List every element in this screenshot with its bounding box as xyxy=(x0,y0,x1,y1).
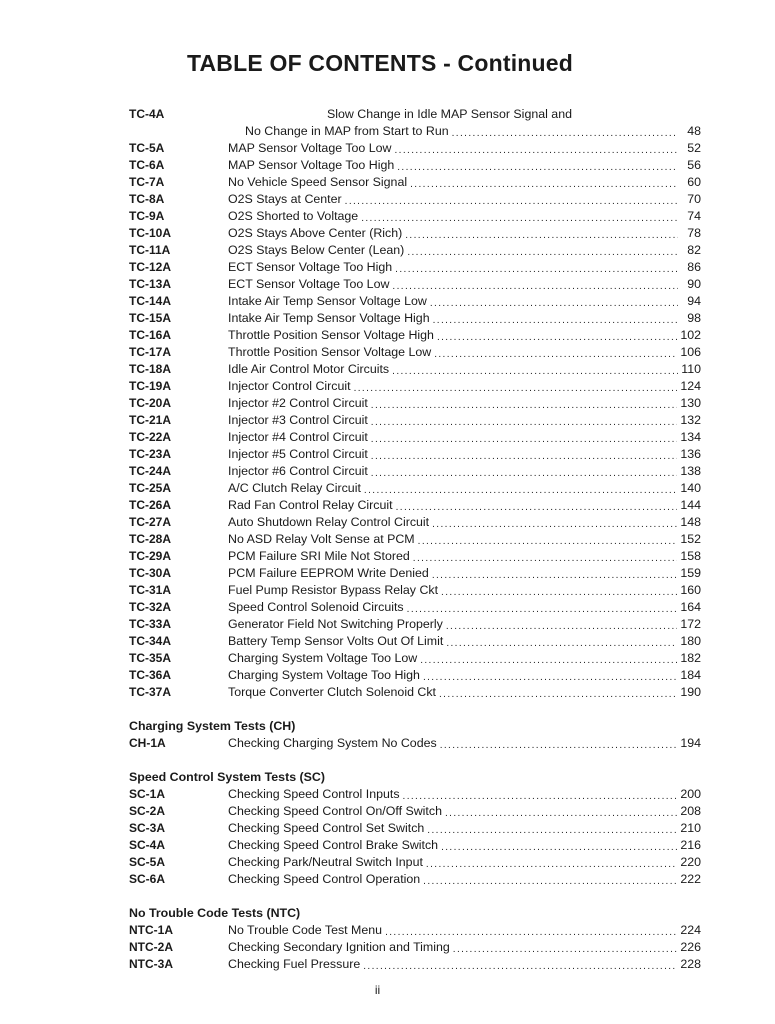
toc-entry xyxy=(129,463,701,480)
entry-code: TC-20A xyxy=(129,396,172,410)
entry-page: 74 xyxy=(687,209,701,223)
entry-title: Injector #6 Control Circuit xyxy=(228,464,368,478)
toc-entry xyxy=(129,684,701,701)
toc-entry xyxy=(129,276,701,293)
toc-entry xyxy=(129,259,701,276)
entry-title: PCM Failure SRI Mile Not Stored xyxy=(228,549,410,563)
toc-entry xyxy=(129,650,701,667)
entry-code: NTC-2A xyxy=(129,940,173,954)
toc-entry xyxy=(129,327,701,344)
entry-code: TC-31A xyxy=(129,583,172,597)
dot-leader xyxy=(385,926,677,939)
entry-page: 172 xyxy=(680,617,701,631)
entry-code: SC-3A xyxy=(129,821,166,835)
entry-title: Checking Speed Control On/Off Switch xyxy=(228,804,442,818)
entry-code: TC-13A xyxy=(129,277,172,291)
dot-leader xyxy=(441,586,677,599)
dot-leader xyxy=(354,382,678,395)
entry-code: NTC-1A xyxy=(129,923,173,937)
entry-code: CH-1A xyxy=(129,736,166,750)
toc-entry xyxy=(129,803,701,820)
entry-page: 110 xyxy=(681,362,701,376)
dot-leader xyxy=(397,161,678,174)
toc-entry xyxy=(129,854,701,871)
toc-entry xyxy=(129,820,701,837)
entry-code: TC-36A xyxy=(129,668,172,682)
toc-entry xyxy=(129,565,701,582)
entry-page: 48 xyxy=(687,124,701,138)
dot-leader xyxy=(427,824,677,837)
toc-entry xyxy=(129,922,701,939)
dot-leader xyxy=(395,263,678,276)
entry-title: Checking Fuel Pressure xyxy=(228,957,361,971)
entry-page: 94 xyxy=(687,294,701,308)
entry-page: 90 xyxy=(687,277,701,291)
toc-entry xyxy=(129,242,701,259)
entry-code: TC-10A xyxy=(129,226,172,240)
entry-page: 148 xyxy=(680,515,701,529)
entry-page: 208 xyxy=(680,804,701,818)
toc-entry xyxy=(129,497,701,514)
entry-code: SC-1A xyxy=(129,787,166,801)
entry-code: TC-4A xyxy=(129,107,165,121)
toc-entry xyxy=(129,208,701,225)
dot-leader xyxy=(407,603,678,616)
entry-page: 194 xyxy=(680,736,701,750)
dot-leader xyxy=(434,348,677,361)
toc-entry xyxy=(129,293,701,310)
entry-page: 180 xyxy=(680,634,701,648)
entry-title: Injector #2 Control Circuit xyxy=(228,396,368,410)
toc-entry xyxy=(129,446,701,463)
toc-entry xyxy=(129,514,701,531)
entry-code: TC-18A xyxy=(129,362,172,376)
dot-leader xyxy=(363,960,677,973)
entry-title: Checking Charging System No Codes xyxy=(228,736,437,750)
dot-leader xyxy=(430,297,678,310)
entry-title: Charging System Voltage Too High xyxy=(228,668,420,682)
dot-leader xyxy=(423,875,677,888)
entry-title: Injector #3 Control Circuit xyxy=(228,413,368,427)
dot-leader xyxy=(396,501,678,514)
entry-code: SC-6A xyxy=(129,872,166,886)
dot-leader xyxy=(371,467,678,480)
entry-title: Auto Shutdown Relay Control Circuit xyxy=(228,515,430,529)
entry-page: 102 xyxy=(680,328,701,342)
section-heading: Charging System Tests (CH) xyxy=(129,719,296,733)
entry-title: Charging System Voltage Too Low xyxy=(228,651,418,665)
entry-page: 184 xyxy=(680,668,701,682)
entry-code: SC-2A xyxy=(129,804,166,818)
entry-code: TC-17A xyxy=(129,345,172,359)
entry-code: TC-23A xyxy=(129,447,172,461)
entry-title: Checking Speed Control Operation xyxy=(228,872,421,886)
dot-leader xyxy=(364,484,677,497)
dot-leader xyxy=(432,518,677,531)
toc-entry xyxy=(129,956,701,973)
section-gap xyxy=(129,752,701,769)
dot-leader xyxy=(345,195,678,208)
entry-title: No Trouble Code Test Menu xyxy=(228,923,383,937)
entry-code: TC-26A xyxy=(129,498,172,512)
toc-entry-tc-4a-line2 xyxy=(129,123,701,140)
dot-leader xyxy=(407,246,678,259)
entry-page: 152 xyxy=(680,532,701,546)
entry-title: Torque Converter Clutch Solenoid Ckt xyxy=(228,685,436,699)
entry-code: TC-25A xyxy=(129,481,172,495)
entry-page: 98 xyxy=(687,311,701,325)
toc-entry xyxy=(129,633,701,650)
entry-page: 228 xyxy=(680,957,701,971)
entry-page: 60 xyxy=(687,175,701,189)
toc-entry xyxy=(129,531,701,548)
dot-leader xyxy=(371,399,678,412)
entry-title: Injector Control Circuit xyxy=(228,379,351,393)
entry-title: Checking Park/Neutral Switch Input xyxy=(228,855,423,869)
entry-page: 138 xyxy=(680,464,701,478)
dot-leader xyxy=(394,144,678,157)
entry-title: PCM Failure EEPROM Write Denied xyxy=(228,566,429,580)
dot-leader xyxy=(410,178,678,191)
entry-code: TC-14A xyxy=(129,294,172,308)
dot-leader xyxy=(371,433,678,446)
entry-page: 182 xyxy=(680,651,701,665)
entry-title: Idle Air Control Motor Circuits xyxy=(228,362,390,376)
entry-page: 224 xyxy=(680,923,701,937)
toc-entry xyxy=(129,480,701,497)
test-sections xyxy=(129,701,701,973)
dot-leader xyxy=(433,314,678,327)
entry-page: 52 xyxy=(687,141,701,155)
dot-leader xyxy=(413,552,678,565)
toc-entry xyxy=(129,599,701,616)
entry-page: 124 xyxy=(680,379,701,393)
entry-title: Generator Field Not Switching Properly xyxy=(228,617,443,631)
entry-title: Checking Speed Control Brake Switch xyxy=(228,838,439,852)
entry-title: Intake Air Temp Sensor Voltage High xyxy=(228,311,430,325)
dot-leader xyxy=(432,569,677,582)
toc-entry xyxy=(129,548,701,565)
entry-code: TC-16A xyxy=(129,328,172,342)
toc-entry xyxy=(129,174,701,191)
toc-entry xyxy=(129,157,701,174)
toc-entry xyxy=(129,837,701,854)
entry-page: 226 xyxy=(680,940,701,954)
entry-page: 82 xyxy=(687,243,701,257)
toc-entry xyxy=(129,225,701,242)
entry-code: TC-24A xyxy=(129,464,172,478)
entry-page: 158 xyxy=(680,549,701,563)
dot-leader xyxy=(423,671,677,684)
entry-title: Intake Air Temp Sensor Voltage Low xyxy=(228,294,427,308)
dot-leader xyxy=(452,127,678,140)
dot-leader xyxy=(441,841,677,854)
entry-code: TC-5A xyxy=(129,141,165,155)
entry-title-line2: No Change in MAP from Start to Run xyxy=(245,124,449,138)
toc-entry xyxy=(129,191,701,208)
tc-entry-list xyxy=(129,140,701,701)
entry-title: O2S Stays at Center xyxy=(228,192,342,206)
entry-code: TC-21A xyxy=(129,413,172,427)
toc-entry xyxy=(129,871,701,888)
entry-title: Throttle Position Sensor Voltage High xyxy=(228,328,434,342)
entry-page: 216 xyxy=(680,838,701,852)
entry-code: TC-35A xyxy=(129,651,172,665)
entry-title: Rad Fan Control Relay Circuit xyxy=(228,498,393,512)
toc-entry xyxy=(129,582,701,599)
dot-leader xyxy=(392,365,678,378)
entry-page: 56 xyxy=(687,158,701,172)
entry-page: 70 xyxy=(687,192,701,206)
entry-page: 200 xyxy=(680,787,701,801)
entry-title: Battery Temp Sensor Volts Out Of Limit xyxy=(228,634,444,648)
entry-code: TC-33A xyxy=(129,617,172,631)
dot-leader xyxy=(446,637,677,650)
entry-code: NTC-3A xyxy=(129,957,173,971)
entry-page: 134 xyxy=(680,430,701,444)
entry-title-line1: Slow Change in Idle MAP Sensor Signal and xyxy=(327,107,572,121)
entry-title: Throttle Position Sensor Voltage Low xyxy=(228,345,432,359)
dot-leader xyxy=(371,416,678,429)
entry-code: TC-32A xyxy=(129,600,172,614)
table-of-contents xyxy=(129,106,701,973)
dot-leader xyxy=(403,790,678,803)
entry-title: O2S Shorted to Voltage xyxy=(228,209,359,223)
entry-title: ECT Sensor Voltage Too High xyxy=(228,260,393,274)
entry-code: TC-9A xyxy=(129,209,165,223)
toc-entry-tc-4a-line1 xyxy=(129,106,701,123)
entry-page: 144 xyxy=(680,498,701,512)
dot-leader xyxy=(405,229,678,242)
page-title: TABLE OF CONTENTS - Continued xyxy=(186,50,574,76)
dot-leader xyxy=(439,688,677,701)
entry-page: 136 xyxy=(680,447,701,461)
toc-entry xyxy=(129,429,701,446)
entry-code: TC-29A xyxy=(129,549,172,563)
entry-code: SC-5A xyxy=(129,855,166,869)
entry-page: 106 xyxy=(680,345,701,359)
entry-page: 140 xyxy=(680,481,701,495)
dot-leader xyxy=(445,807,677,820)
entry-title: Injector #4 Control Circuit xyxy=(228,430,368,444)
entry-title: O2S Stays Below Center (Lean) xyxy=(228,243,405,257)
entry-code: TC-34A xyxy=(129,634,172,648)
section-heading: No Trouble Code Tests (NTC) xyxy=(129,906,301,920)
entry-title: ECT Sensor Voltage Too Low xyxy=(228,277,390,291)
entry-page: 210 xyxy=(680,821,701,835)
entry-code: TC-37A xyxy=(129,685,172,699)
entry-code: TC-12A xyxy=(129,260,172,274)
toc-entry xyxy=(129,616,701,633)
toc-entry xyxy=(129,344,701,361)
toc-entry xyxy=(129,786,701,803)
entry-page: 220 xyxy=(680,855,701,869)
entry-title: A/C Clutch Relay Circuit xyxy=(228,481,361,495)
entry-title: Checking Speed Control Set Switch xyxy=(228,821,425,835)
entry-code: TC-6A xyxy=(129,158,165,172)
section-heading: Speed Control System Tests (SC) xyxy=(129,770,325,784)
entry-page: 190 xyxy=(680,685,701,699)
toc-entry xyxy=(129,735,701,752)
entry-page: 159 xyxy=(680,566,701,580)
entry-page: 86 xyxy=(687,260,701,274)
dot-leader xyxy=(418,535,678,548)
toc-entry xyxy=(129,310,701,327)
toc-entry xyxy=(129,667,701,684)
entry-title: No ASD Relay Volt Sense at PCM xyxy=(228,532,415,546)
dot-leader xyxy=(371,450,678,463)
toc-entry xyxy=(129,361,701,378)
dot-leader xyxy=(420,654,677,667)
entry-title: Checking Secondary Ignition and Timing xyxy=(228,940,450,954)
entry-code: TC-28A xyxy=(129,532,172,546)
entry-title: Speed Control Solenoid Circuits xyxy=(228,600,404,614)
entry-title: MAP Sensor Voltage Too Low xyxy=(228,141,392,155)
toc-entry xyxy=(129,140,701,157)
entry-title: O2S Stays Above Center (Rich) xyxy=(228,226,403,240)
entry-page: 78 xyxy=(687,226,701,240)
entry-page: 130 xyxy=(680,396,701,410)
section-gap xyxy=(129,888,701,905)
entry-page: 222 xyxy=(680,872,701,886)
entry-page: 164 xyxy=(680,600,701,614)
dot-leader xyxy=(437,331,677,344)
toc-entry xyxy=(129,412,701,429)
dot-leader xyxy=(453,943,678,956)
dot-leader xyxy=(440,739,678,752)
entry-title: Checking Speed Control Inputs xyxy=(228,787,400,801)
entry-page: 160 xyxy=(680,583,701,597)
entry-code: TC-7A xyxy=(129,175,165,189)
entry-page: 132 xyxy=(680,413,701,427)
entry-code: TC-11A xyxy=(129,243,171,257)
toc-entry xyxy=(129,378,701,395)
dot-leader xyxy=(446,620,677,633)
entry-code: TC-19A xyxy=(129,379,172,393)
dot-leader xyxy=(392,280,678,293)
dot-leader xyxy=(361,212,678,225)
entry-code: SC-4A xyxy=(129,838,166,852)
section-gap xyxy=(129,701,701,718)
dot-leader xyxy=(426,858,677,871)
entry-code: TC-30A xyxy=(129,566,172,580)
toc-entry xyxy=(129,939,701,956)
toc-entry xyxy=(129,395,701,412)
entry-title: Injector #5 Control Circuit xyxy=(228,447,368,461)
page-number: ii xyxy=(374,983,381,997)
entry-code: TC-8A xyxy=(129,192,165,206)
entry-code: TC-22A xyxy=(129,430,172,444)
entry-code: TC-27A xyxy=(129,515,172,529)
entry-title: No Vehicle Speed Sensor Signal xyxy=(228,175,408,189)
entry-title: MAP Sensor Voltage Too High xyxy=(228,158,395,172)
entry-code: TC-15A xyxy=(129,311,172,325)
entry-title: Fuel Pump Resistor Bypass Relay Ckt xyxy=(228,583,439,597)
